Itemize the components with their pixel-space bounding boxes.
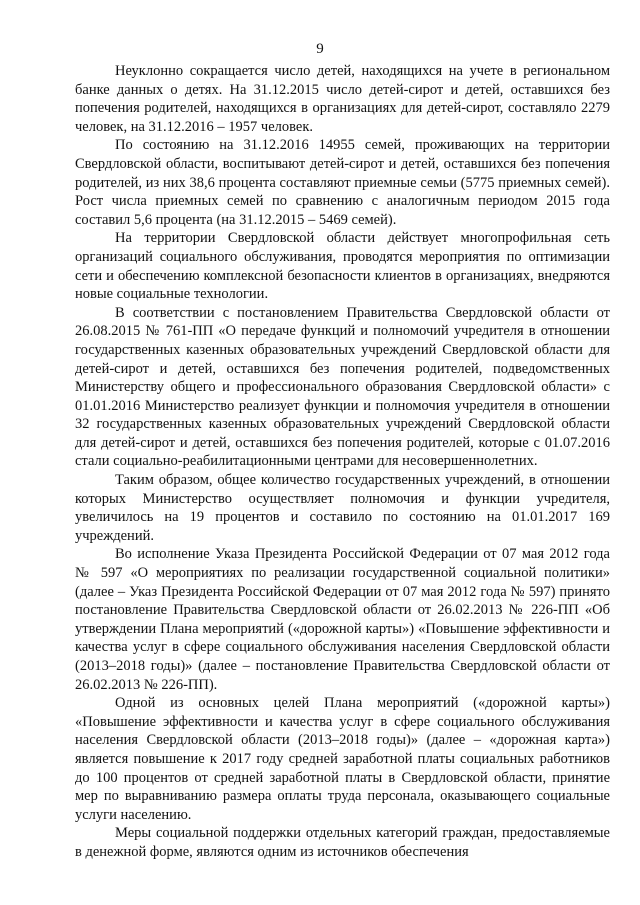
- paragraph-2: По состоянию на 31.12.2016 14955 семей, проживающих на территории Свердловской области, воспитывают детей-сирот и детей, оставшихся без попечения родителей, из них 38,6 процента составляют приемные семьи (5775 приемных семей). Рост числа приемных семей по сравнению с аналогичным периодом 2015 года составил 5,6 процента (на 31.12.2015 – 5469 семей).: [75, 137, 610, 228]
- paragraph-1: Неуклонно сокращается число детей, находящихся на учете в региональном банке данных о детях. На 31.12.2015 число детей-сирот и детей, оставшихся без попечения родителей, находящихся в организациях для детей-сирот, составляло 2279 человек, на 31.12.2016 – 1957 человек.: [75, 63, 610, 135]
- page-number: 9: [316, 41, 324, 57]
- document-body: [75, 62, 610, 862]
- paragraph-6: Во исполнение Указа Президента Российской Федерации от 07 мая 2012 года № 597 «О мероприятиях по реализации государственной социальной политики» (далее – Указ Президента Российской Федерации от 07 мая 2012 года № 597) принято постановление Правительства Свердловской области от 26.02.2013 № 226-ПП «Об утверждении Плана мероприятий («дорожной карты») «Повышение эффективности и качества услуг в сфере социального обслуживания населения Свердловской области (2013–2018 годы)» (далее – постановление Правительства Свердловской области от 26.02.2013 № 226-ПП).: [75, 546, 610, 693]
- paragraph-4: В соответствии с постановлением Правительства Свердловской области от 26.08.2015 № 761-ПП «О передаче функций и полномочий учредителя в отношении государственных казенных образовательных учреждений Свердловской области для детей-сирот и детей, оставшихся без попечения родителей, подведомственных Министерству общего и профессионального образования Свердловской области» с 01.01.2016 Министерство реализует функции и полномочия учредителя в отношении 32 государственных казенных образовательных учреждений Свердловской области для детей-сирот и детей, оставшихся без попечения родителей, которые с 01.07.2016 стали социально-реабилитационными центрами для несовершеннолетних.: [75, 304, 610, 470]
- paragraph-7: Одной из основных целей Плана мероприятий («дорожной карты») «Повышение эффективности и качества услуг в сфере социального обслуживания населения Свердловской области (2013–2018 годы)» (далее – «дорожная карта») является повышение к 2017 году средней заработной платы социальных работников до 100 процентов от средней заработной платы в Свердловской области, принятие мер по выравниванию размера оплаты труда персонала, оказывающего социальные услуги населению.: [75, 695, 610, 823]
- paragraph-5: Таким образом, общее количество государственных учреждений, в отношении которых Министерство осуществляет полномочия и функции учредителя, увеличилось на 19 процентов и составило по состоянию на 01.01.2017 169 учреждений.: [75, 472, 610, 544]
- paragraph-3: На территории Свердловской области действует многопрофильная сеть организаций социального обслуживания, проводятся мероприятия по оптимизации сети и обеспечению комплексной безопасности клиентов в организациях, внедряются новые социальные технологии.: [75, 230, 610, 303]
- paragraph-8: Меры социальной поддержки отдельных категорий граждан, предоставляемые в денежной форме, являются одним из источников обеспечения: [75, 825, 610, 860]
